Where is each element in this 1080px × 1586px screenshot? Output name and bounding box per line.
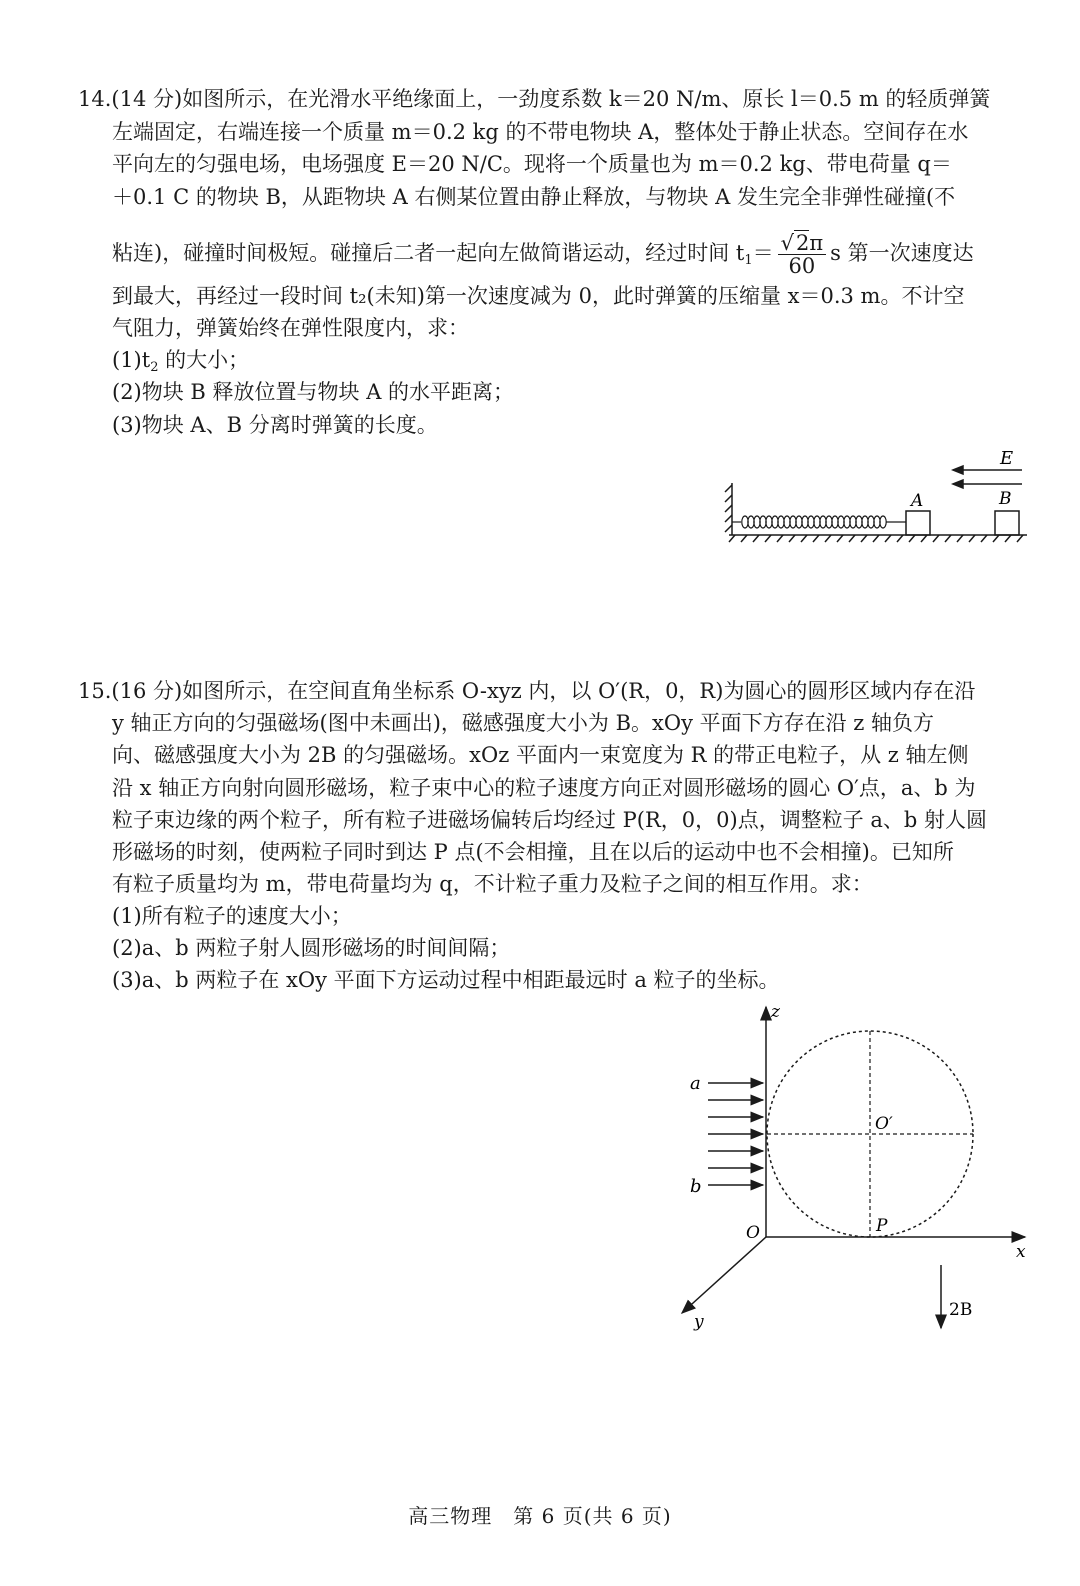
q14-line-6: 到最大，再经过一段时间 t₂(未知)第一次速度减为 0，此时弹簧的压缩量 x＝0.3 m。不计空 (112, 284, 965, 308)
label-x: x (1016, 1242, 1026, 1262)
q14-line-4: ＋0.1 C 的物块 B，从距物块 A 右侧某位置由静止释放，与物块 A 发生完全非弹性碰撞(不 (112, 185, 956, 209)
label-b: b (690, 1176, 702, 1197)
label-O-prime: O′ (875, 1114, 893, 1134)
spring (732, 516, 906, 528)
wall (725, 483, 732, 535)
ground (729, 535, 1027, 542)
q14-s1-a: (1)t (112, 348, 151, 372)
q14-number: 14. (78, 87, 112, 111)
block-A (906, 511, 930, 535)
particle-beam-arrows (708, 1083, 763, 1185)
q15-subquestion-3: (3)a、b 两粒子在 xOy 平面下方运动过程中相距最远时 a 粒子的坐标。 (112, 968, 780, 992)
q15-line-5: 粒子束边缘的两个粒子，所有粒子进磁场偏转后均经过 P(R，0，0)点，调整粒子 a、b 射人圆 (112, 808, 988, 832)
q15-score: (16 分) (111, 679, 183, 703)
q14-subquestion-3: (3)物块 A、B 分离时弹簧的长度。 (112, 413, 438, 437)
q15-line-6: 形磁场的时刻，使两粒子同时到达 P 点(不会相撞，且在以后的运动中也不会相撞)。已知所 (112, 840, 954, 864)
q15-line-4: 沿 x 轴正方向射向圆形磁场，粒子束中心的粒子速度方向正对圆形磁场的圆心 O′点，a、b 为 (112, 776, 976, 800)
q14-line-2: 左端固定，右端连接一个质量 m＝0.2 kg 的不带电物块 A，整体处于静止状态。空间存在水 (112, 120, 969, 144)
page-footer: 高三物理 第 6 页(共 6 页) (408, 1504, 672, 1528)
label-z: z (771, 1002, 780, 1022)
coordinate-axes (682, 1007, 1025, 1313)
q14-frac-pi: π (809, 231, 824, 255)
q14-s1-subscript: 2 (150, 360, 159, 375)
q15-line-1 (78, 676, 975, 706)
electric-field-arrows (953, 466, 1022, 488)
q14-line-5 (112, 232, 974, 277)
q14-text-5a: 粘连)，碰撞时间极短。碰撞后二者一起向左做简谐运动，经过时间 t (112, 241, 745, 265)
q14-line-3: 平向左的匀强电场，电场强度 E＝20 N/C。现将一个质量也为 m＝0.2 kg、带电荷量 q＝ (112, 152, 952, 176)
q14-time-fraction (778, 232, 827, 277)
q14-t1-subscript: 1 (744, 253, 753, 268)
q14-line-7: 气阻力，弹簧始终在弹性限度内，求： (112, 316, 469, 340)
q15-line-2: y 轴正方向的匀强磁场(图中未画出)，磁感强度大小为 B。xOy 平面下方存在沿 z 轴负方 (112, 711, 935, 735)
block-B (995, 511, 1019, 535)
label-A: A (911, 491, 924, 511)
q14-equals: ＝ (752, 241, 774, 265)
q14-s1-b: 的大小； (158, 348, 250, 372)
label-B: B (999, 489, 1012, 509)
label-P: P (876, 1216, 888, 1236)
q15-line-3: 向、磁感强度大小为 2B 的匀强磁场。xOz 平面内一束宽度为 R 的带正电粒子，从 z 轴左侧 (112, 743, 969, 767)
q14-line-1 (78, 84, 990, 114)
label-y: y (694, 1312, 704, 1332)
q15-figure (670, 995, 1050, 1340)
q15-line-7: 有粒子质量均为 m，带电荷量均为 q，不计粒子重力及粒子之间的相互作用。求： (112, 872, 873, 896)
q15-subquestion-2: (2)a、b 两粒子射人圆形磁场的时间间隔； (112, 936, 511, 960)
label-E: E (1000, 448, 1014, 469)
q15-subquestion-1: (1)所有粒子的速度大小； (112, 904, 352, 928)
q14-frac-denominator: 60 (788, 254, 816, 278)
q14-text-5b: s 第一次速度达 (830, 241, 974, 265)
q14-text-1: 如图所示，在光滑水平绝缘面上，一劲度系数 k＝20 N/m、原长 l＝0.5 m 的轻质弹簧 (182, 87, 991, 111)
sqrt-symbol: √ (780, 231, 794, 255)
label-2B: 2B (949, 1300, 973, 1320)
label-a: a (690, 1073, 701, 1094)
q15-text-1: 如图所示，在空间直角坐标系 O-xyz 内，以 O′(R，0，R)为圆心的圆形区域内存在沿 (182, 679, 976, 703)
label-O: O (746, 1223, 760, 1243)
q14-score: (14 分) (111, 87, 183, 111)
q14-subquestion-2: (2)物块 B 释放位置与物块 A 的水平距离； (112, 380, 515, 404)
q14-frac-sqrt-arg: 2 (795, 231, 810, 255)
q15-number: 15. (78, 679, 112, 703)
q14-figure (715, 445, 1035, 555)
